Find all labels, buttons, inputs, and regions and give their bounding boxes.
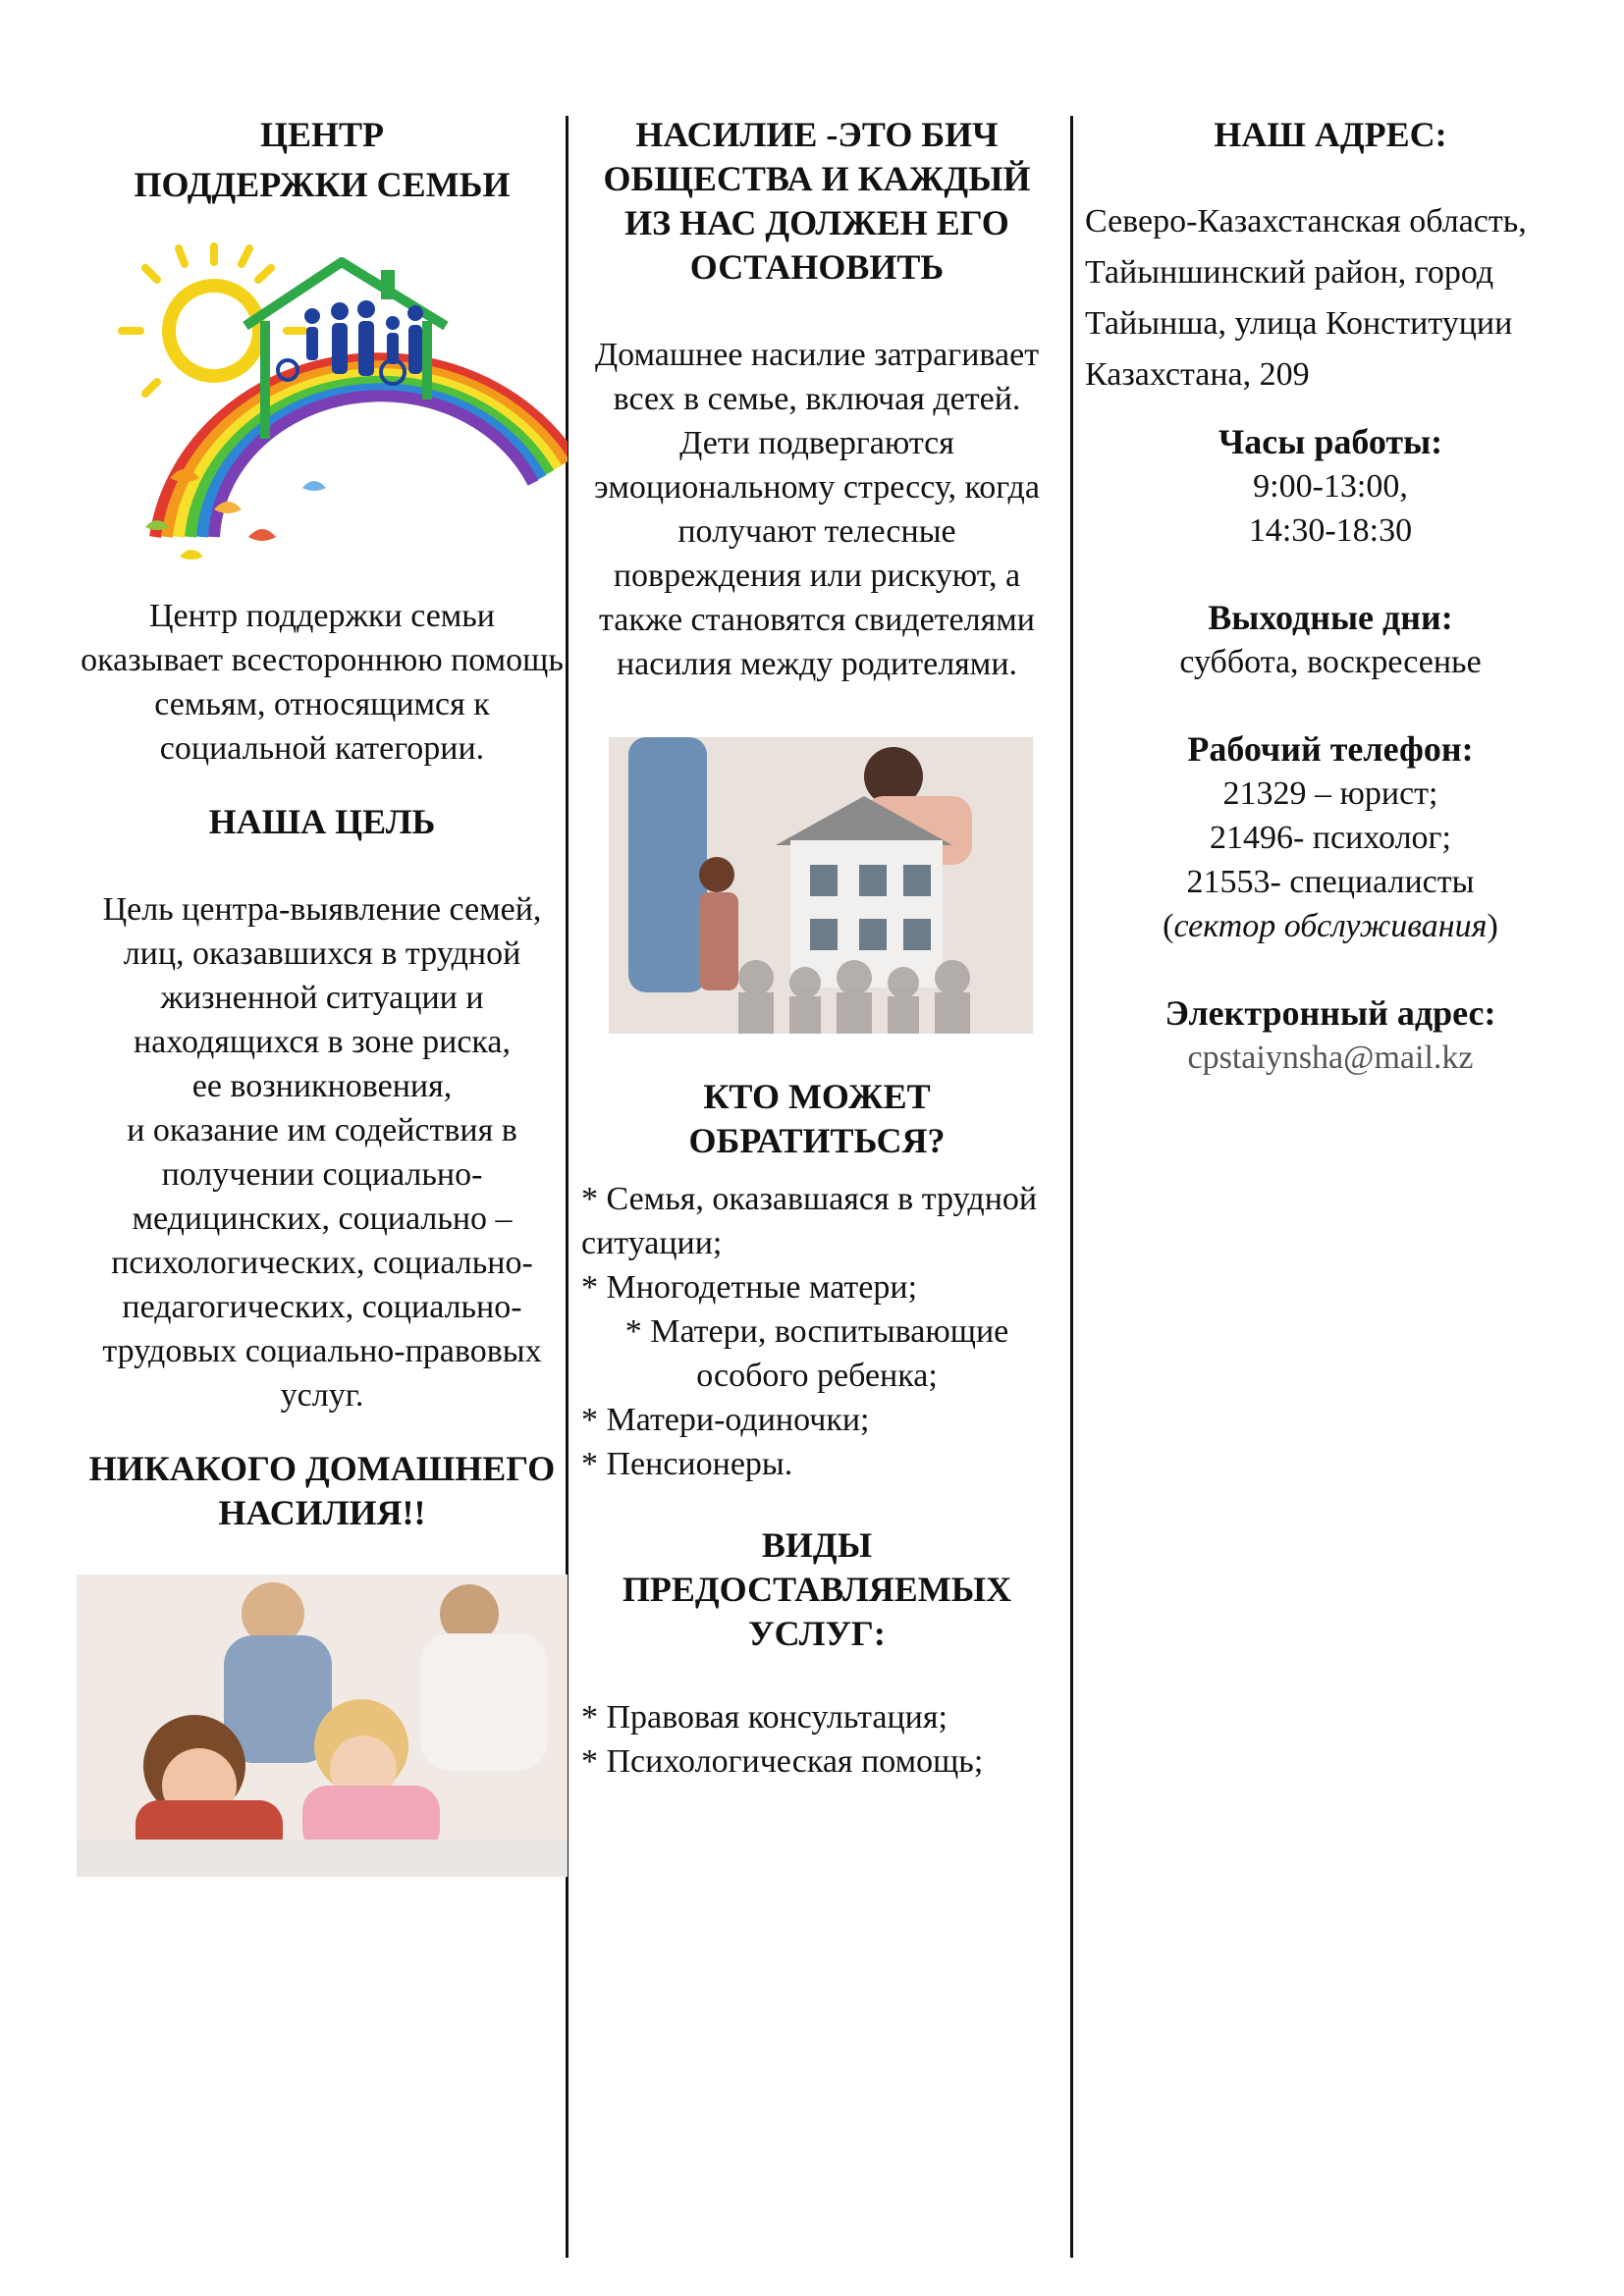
days-off-label: Выходные дни:	[1208, 598, 1453, 637]
phones	[1085, 727, 1576, 948]
list-item: * Многодетные матери;	[581, 1269, 918, 1306]
list-item: * Матери-одиночки;	[581, 1402, 870, 1438]
goal-heading: НАША ЦЕЛЬ	[208, 802, 436, 841]
email-label: Электронный адрес:	[1164, 993, 1496, 1033]
phone-sector-text: сектор обслуживания	[1173, 908, 1488, 944]
children-conflict-photo	[77, 1575, 568, 1877]
center-title-line1: ЦЕНТР	[259, 115, 385, 154]
house-family-photo	[609, 737, 1033, 1034]
phone-psychologist: 21496- психолог;	[1210, 820, 1451, 856]
list-item: * Матери, воспитывающие особого ребенка;	[624, 1313, 1009, 1394]
address-heading: НАШ АДРЕС:	[1214, 115, 1447, 154]
list-item: * Психологическая помощь;	[581, 1743, 984, 1780]
working-hours	[1085, 420, 1576, 553]
middle-column	[581, 113, 1053, 1784]
email-block	[1085, 991, 1576, 1080]
phone-sector: (сектор обслуживания)	[1163, 908, 1498, 944]
domestic-violence-text: Домашнее насилие затрагивает всех в семье, включая детей.	[594, 337, 1040, 417]
center-title-line2: ПОДДЕРЖКИ СЕМЬИ	[134, 165, 511, 204]
phone-label: Рабочий телефон:	[1187, 729, 1474, 769]
violence-heading: НАСИЛИЕ -ЭТО БИЧ ОБЩЕСТВА И КАЖДЫЙ ИЗ НАС ДОЛЖЕН ЕГО ОСТАНОВИТЬ	[603, 115, 1031, 287]
hours-line: 9:00-13:00,	[1253, 468, 1408, 505]
center-intro-text: Центр поддержки семьи оказывает всестороннюю помощь семьям, относящимся к социальной категории.	[81, 598, 564, 767]
who-can-apply-heading: КТО МОЖЕТ ОБРАТИТЬСЯ?	[688, 1077, 946, 1160]
goal-text: Цель центра-выявление семей, лиц, оказавшихся в трудной жизненной ситуации и находящихся в зоне риска, ее возникновения, и оказание им содействия в получении социально-медицинских, социально – психологических, социально-педагогических, социально-трудовых социально-правовых услуг.	[102, 891, 542, 1414]
column-divider-right	[1070, 116, 1073, 2258]
who-can-apply-list	[581, 1177, 1053, 1486]
right-column	[1085, 113, 1576, 1080]
email-link[interactable]: cpstaiynsha@mail.kz	[1187, 1040, 1474, 1076]
logo-graphic	[77, 242, 568, 576]
days-off-value: суббота, воскресенье	[1179, 644, 1482, 680]
house-photo-graphic	[609, 737, 1033, 1034]
address-text: Северо-Казахстанская область, Тайыншинский район, город Тайынша, улица Конституции Казахстана, 209	[1085, 203, 1527, 393]
services-heading: ВИДЫ ПРЕДОСТАВЛЯЕМЫХ УСЛУГ:	[622, 1525, 1012, 1653]
list-item: * Правовая консультация;	[581, 1699, 947, 1735]
left-column	[77, 113, 568, 1877]
family-center-logo	[77, 242, 568, 576]
phone-lawyer: 21329 – юрист;	[1222, 775, 1438, 812]
no-violence-slogan: НИКАКОГО ДОМАШНЕГО НАСИЛИЯ!!	[88, 1449, 556, 1532]
services-list	[581, 1695, 1053, 1784]
hours-label: Часы работы:	[1218, 422, 1443, 461]
list-item: * Пенсионеры.	[581, 1446, 793, 1482]
children-stress-text: Дети подвергаются эмоциональному стрессу, когда получают телесные повреждения или рискуют, а также становятся свидетелями насилия между родителями.	[594, 425, 1040, 682]
children-photo-graphic	[77, 1575, 568, 1877]
days-off	[1085, 596, 1576, 684]
list-item: * Семья, оказавшаяся в трудной ситуации;	[581, 1181, 1038, 1261]
phone-specialists: 21553- специалисты	[1186, 864, 1475, 900]
hours-line: 14:30-18:30	[1248, 512, 1413, 549]
